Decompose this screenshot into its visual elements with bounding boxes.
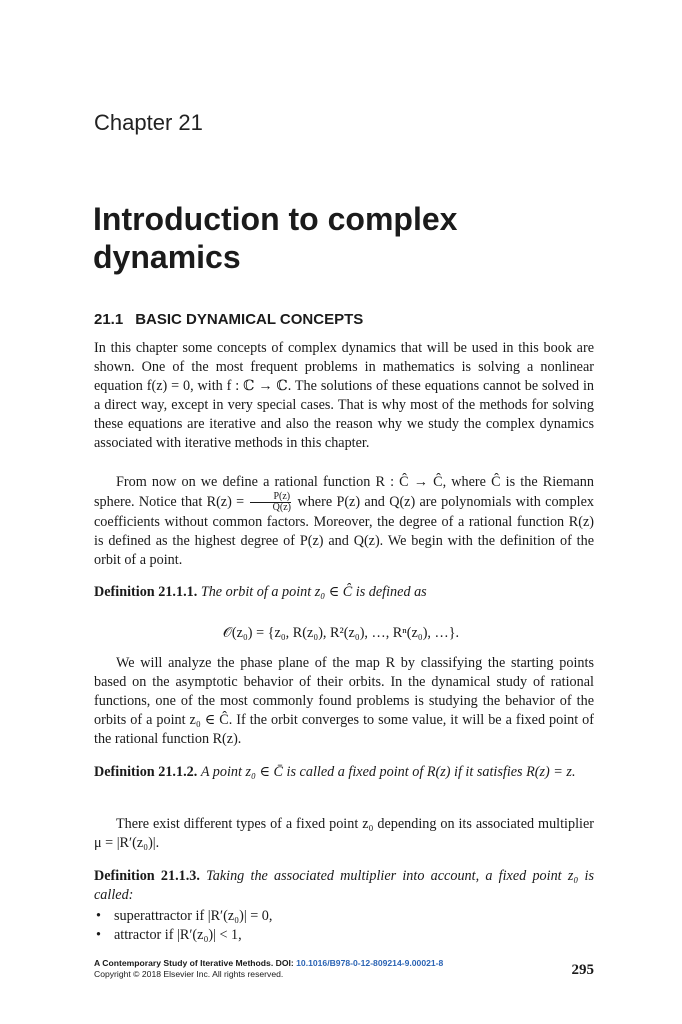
footer-book-title: A Contemporary Study of Iterative Methods. — [94, 958, 274, 968]
definition-orbit-label: Definition 21.1.1. — [94, 584, 198, 600]
paragraph-rational-function — [94, 473, 594, 570]
list-item-text: attractor if |R′(z₀)| < 1, — [114, 927, 242, 943]
orbit-equation: 𝒪(z₀) = {z₀, R(z₀), R²(z₀), …, Rⁿ(z₀), …}. — [222, 625, 460, 641]
footer-doi-label: DOI: — [275, 958, 294, 968]
fraction-numerator: P(z) — [250, 492, 291, 503]
fixed-point-type-list — [94, 907, 272, 945]
list-item — [94, 907, 272, 926]
definition-fixed-point-label: Definition 21.1.2. — [94, 764, 198, 780]
section-title: BASIC DYNAMICAL CONCEPTS — [135, 311, 364, 328]
list-item — [94, 926, 272, 945]
chapter-title: Introduction to complex dynamics — [93, 201, 458, 275]
paragraph-multiplier: There exist different types of a fixed point z₀ depending on its associated multiplier μ = |R′(z₀)|. — [94, 816, 594, 852]
paragraph-intro: In this chapter some concepts of complex dynamics that will be used in this book are shown. One of the most frequent problems in mathematics is solving a nonlinear equation f(z) = 0, with f : ℂ → ℂ. The solutions of these equations cannot be solved in a direct way, except in very special cases. That is why most of the methods for solving these equations are iterative and also the reason why we study the complex dynamics associated with iterative methods in this chapter. — [94, 340, 594, 452]
page-number: 295 — [571, 962, 594, 978]
page-footer — [94, 958, 594, 980]
definition-orbit — [94, 583, 594, 602]
bullet-icon: • — [96, 908, 101, 924]
chapter-label: Chapter 21 — [94, 110, 203, 135]
paragraph-rational-function-start: From now on we define a rational function R : Ĉ → Ĉ, where Ĉ is the Riemann sphere. Notice that R(z) = — [94, 474, 594, 510]
fraction-p-over-q — [250, 492, 291, 513]
paragraph-rational-function-end: where P(z) and Q(z) are polynomials with complex coefficients without common factors. Moreover, the degree of a rational function R(z) is defined as the highest degree of P(z) and Q(z). We begin with the definition of the orbit of a point. — [94, 493, 594, 569]
fraction-denominator: Q(z) — [272, 502, 291, 514]
section-heading — [94, 311, 363, 328]
bullet-icon: • — [96, 927, 101, 943]
list-item-text: superattractor if |R′(z₀)| = 0, — [114, 908, 273, 924]
definition-fixed-point-text: A point z₀ ∈ C̄ is called a fixed point of R(z) if it satisfies R(z) = z. — [200, 764, 576, 780]
definition-orbit-text: The orbit of a point z₀ ∈ Ĉ is defined as — [200, 584, 427, 600]
definition-fixed-point — [94, 763, 594, 782]
definition-types-text: Taking the associated multiplier into account, a fixed point z₀ is called: — [94, 868, 594, 904]
definition-fixed-point-types — [94, 867, 594, 905]
footer-copyright: Copyright © 2018 Elsevier Inc. All rights reserved. — [94, 969, 284, 979]
paragraph-phase-plane: We will analyze the phase plane of the map R by classifying the starting points based on the asymptotic behavior of their orbits. In the dynamical study of rational functions, one of the most commonly found problems is studying the behavior of the orbits of a point z₀ ∈ Ĉ. If the orbit converges to some value, it will be a fixed point of the rational function R(z). — [94, 655, 594, 748]
definition-types-label: Definition 21.1.3. — [94, 868, 200, 884]
section-number: 21.1 — [94, 311, 124, 328]
footer-citation — [94, 958, 594, 969]
doi-link[interactable]: 10.1016/B978-0-12-809214-9.00021-8 — [296, 958, 444, 968]
